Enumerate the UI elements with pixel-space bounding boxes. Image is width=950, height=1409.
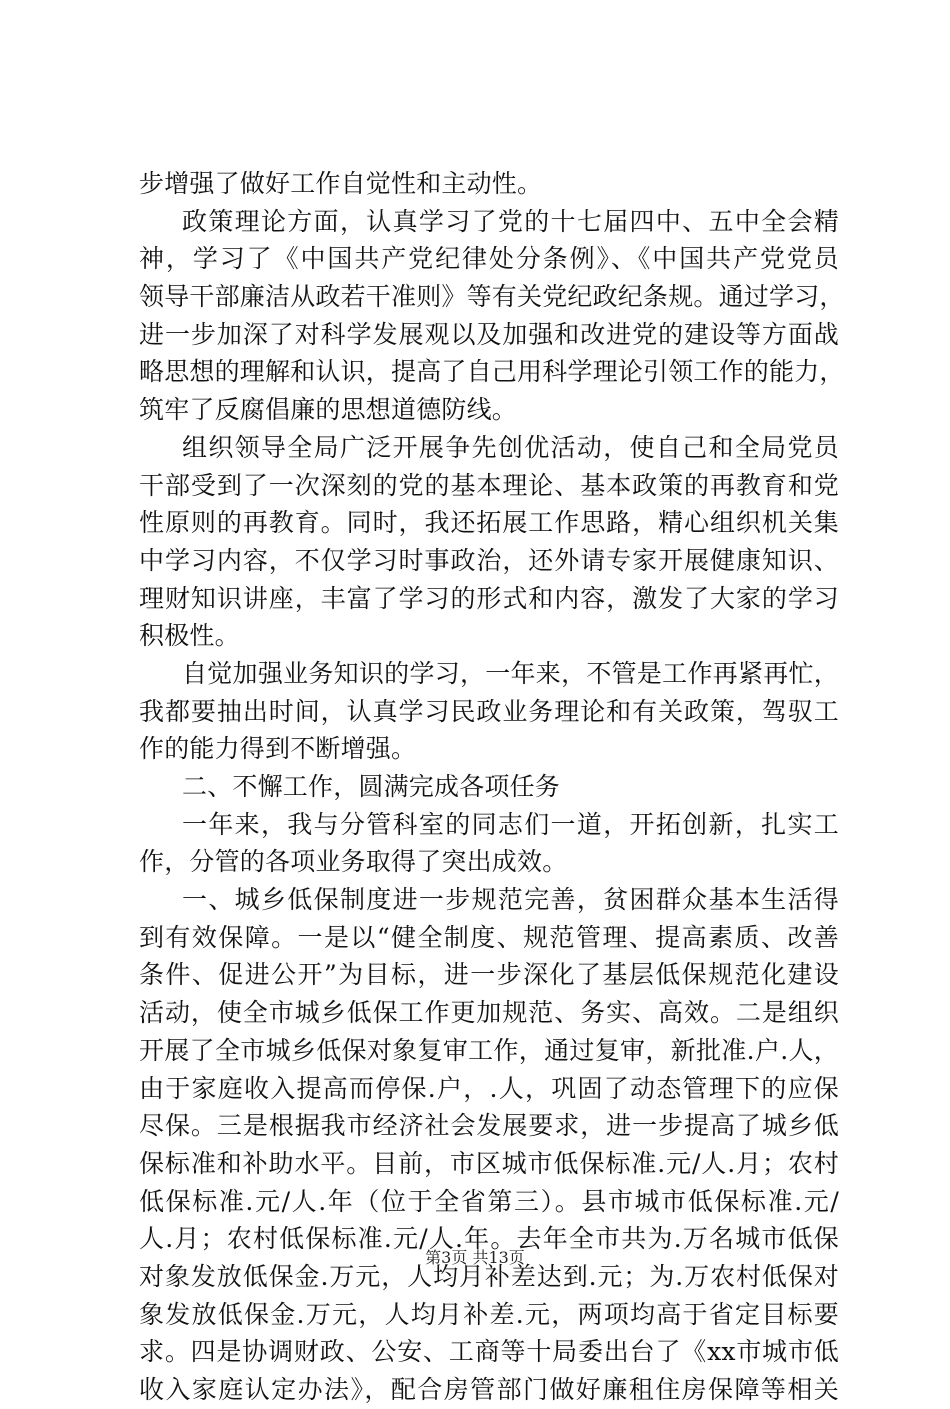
text-line: 进一步加深了对科学发展观以及加强和改进党的建设等方面战: [139, 319, 839, 349]
text-line: 理财知识讲座，丰富了学习的形式和内容，激发了大家的学习: [139, 583, 839, 613]
text-line: 对象发放低保金.万元，人均月补差达到.元；为.万农村低保对: [139, 1261, 839, 1291]
text-line: 政策理论方面，认真学习了党的十七届四中、五中全会精: [182, 206, 839, 236]
text-line: 象发放低保金.万元，人均月补差.元，两项均高于省定目标要: [139, 1299, 839, 1329]
text-line: 干部受到了一次深刻的党的基本理论、基本政策的再教育和党: [139, 470, 839, 500]
text-line: 一年来，我与分管科室的同志们一道，开拓创新，扎实工: [182, 809, 839, 839]
text-line: 步增强了做好工作自觉性和主动性。: [139, 169, 543, 198]
text-line: 性原则的再教育。同时，我还拓展工作思路，精心组织机关集: [139, 508, 839, 538]
text-line: 低保标准.元/人.年（位于全省第三）。县市城市低保标准.元/: [139, 1186, 839, 1216]
text-line: 我都要抽出时间，认真学习民政业务理论和有关政策，驾驭工: [139, 696, 839, 726]
text-line: 到有效保障。一是以“健全制度、规范管理、提高素质、改善: [139, 922, 839, 952]
page-footer: 第3页 共13页: [425, 1248, 525, 1267]
text-line: 开展了全市城乡低保对象复审工作，通过复审，新批准.户.人，: [139, 1035, 839, 1065]
text-line: 尽保。三是根据我市经济社会发展要求，进一步提高了城乡低: [139, 1111, 839, 1141]
text-line: 一、城乡低保制度进一步规范完善，贫困群众基本生活得: [182, 885, 839, 915]
text-line: 由于家庭收入提高而停保.户，.人，巩固了动态管理下的应保: [139, 1073, 839, 1103]
text-line: 神，学习了《中国共产党纪律处分条例》、《中国共产党党员: [139, 244, 839, 274]
text-line: 作的能力得到不断增强。: [139, 734, 417, 764]
text-line: 活动，使全市城乡低保工作更加规范、务实、高效。二是组织: [139, 998, 839, 1028]
text-line: 作，分管的各项业务取得了突出成效。: [139, 847, 568, 877]
text-line: 人.月；农村低保标准.元/人.年。去年全市共为.万名城市低保: [139, 1224, 839, 1254]
text-line: 中学习内容，不仅学习时事政治，还外请专家开展健康知识、: [139, 545, 839, 575]
text-line: 条件、促进公开”为目标，进一步深化了基层低保规范化建设: [139, 960, 839, 990]
text-line: 组织领导全局广泛开展争先创优活动，使自己和全局党员: [182, 432, 839, 462]
text-line: 领导干部廉洁从政若干准则》等有关党纪政纪条规。通过学习，: [139, 282, 845, 312]
document-body: [139, 165, 845, 1409]
text-line: 略思想的理解和认识，提高了自己用科学理论引领工作的能力，: [139, 357, 845, 387]
text-line: 二、不懈工作，圆满完成各项任务: [182, 772, 561, 801]
text-line: 积极性。: [139, 621, 240, 651]
text-line: 保标准和补助水平。目前，市区城市低保标准.元/人.月；农村: [139, 1148, 839, 1178]
text-line: 求。四是协调财政、公安、工商等十局委出台了《xx市城市低: [139, 1337, 839, 1367]
text-line: 收入家庭认定办法》，配合房管部门做好廉租住房保障等相关: [139, 1375, 839, 1404]
text-line: 自觉加强业务知识的学习，一年来，不管是工作再紧再忙，: [182, 658, 839, 688]
text-line: 筑牢了反腐倡廉的思想道德防线。: [139, 395, 518, 425]
